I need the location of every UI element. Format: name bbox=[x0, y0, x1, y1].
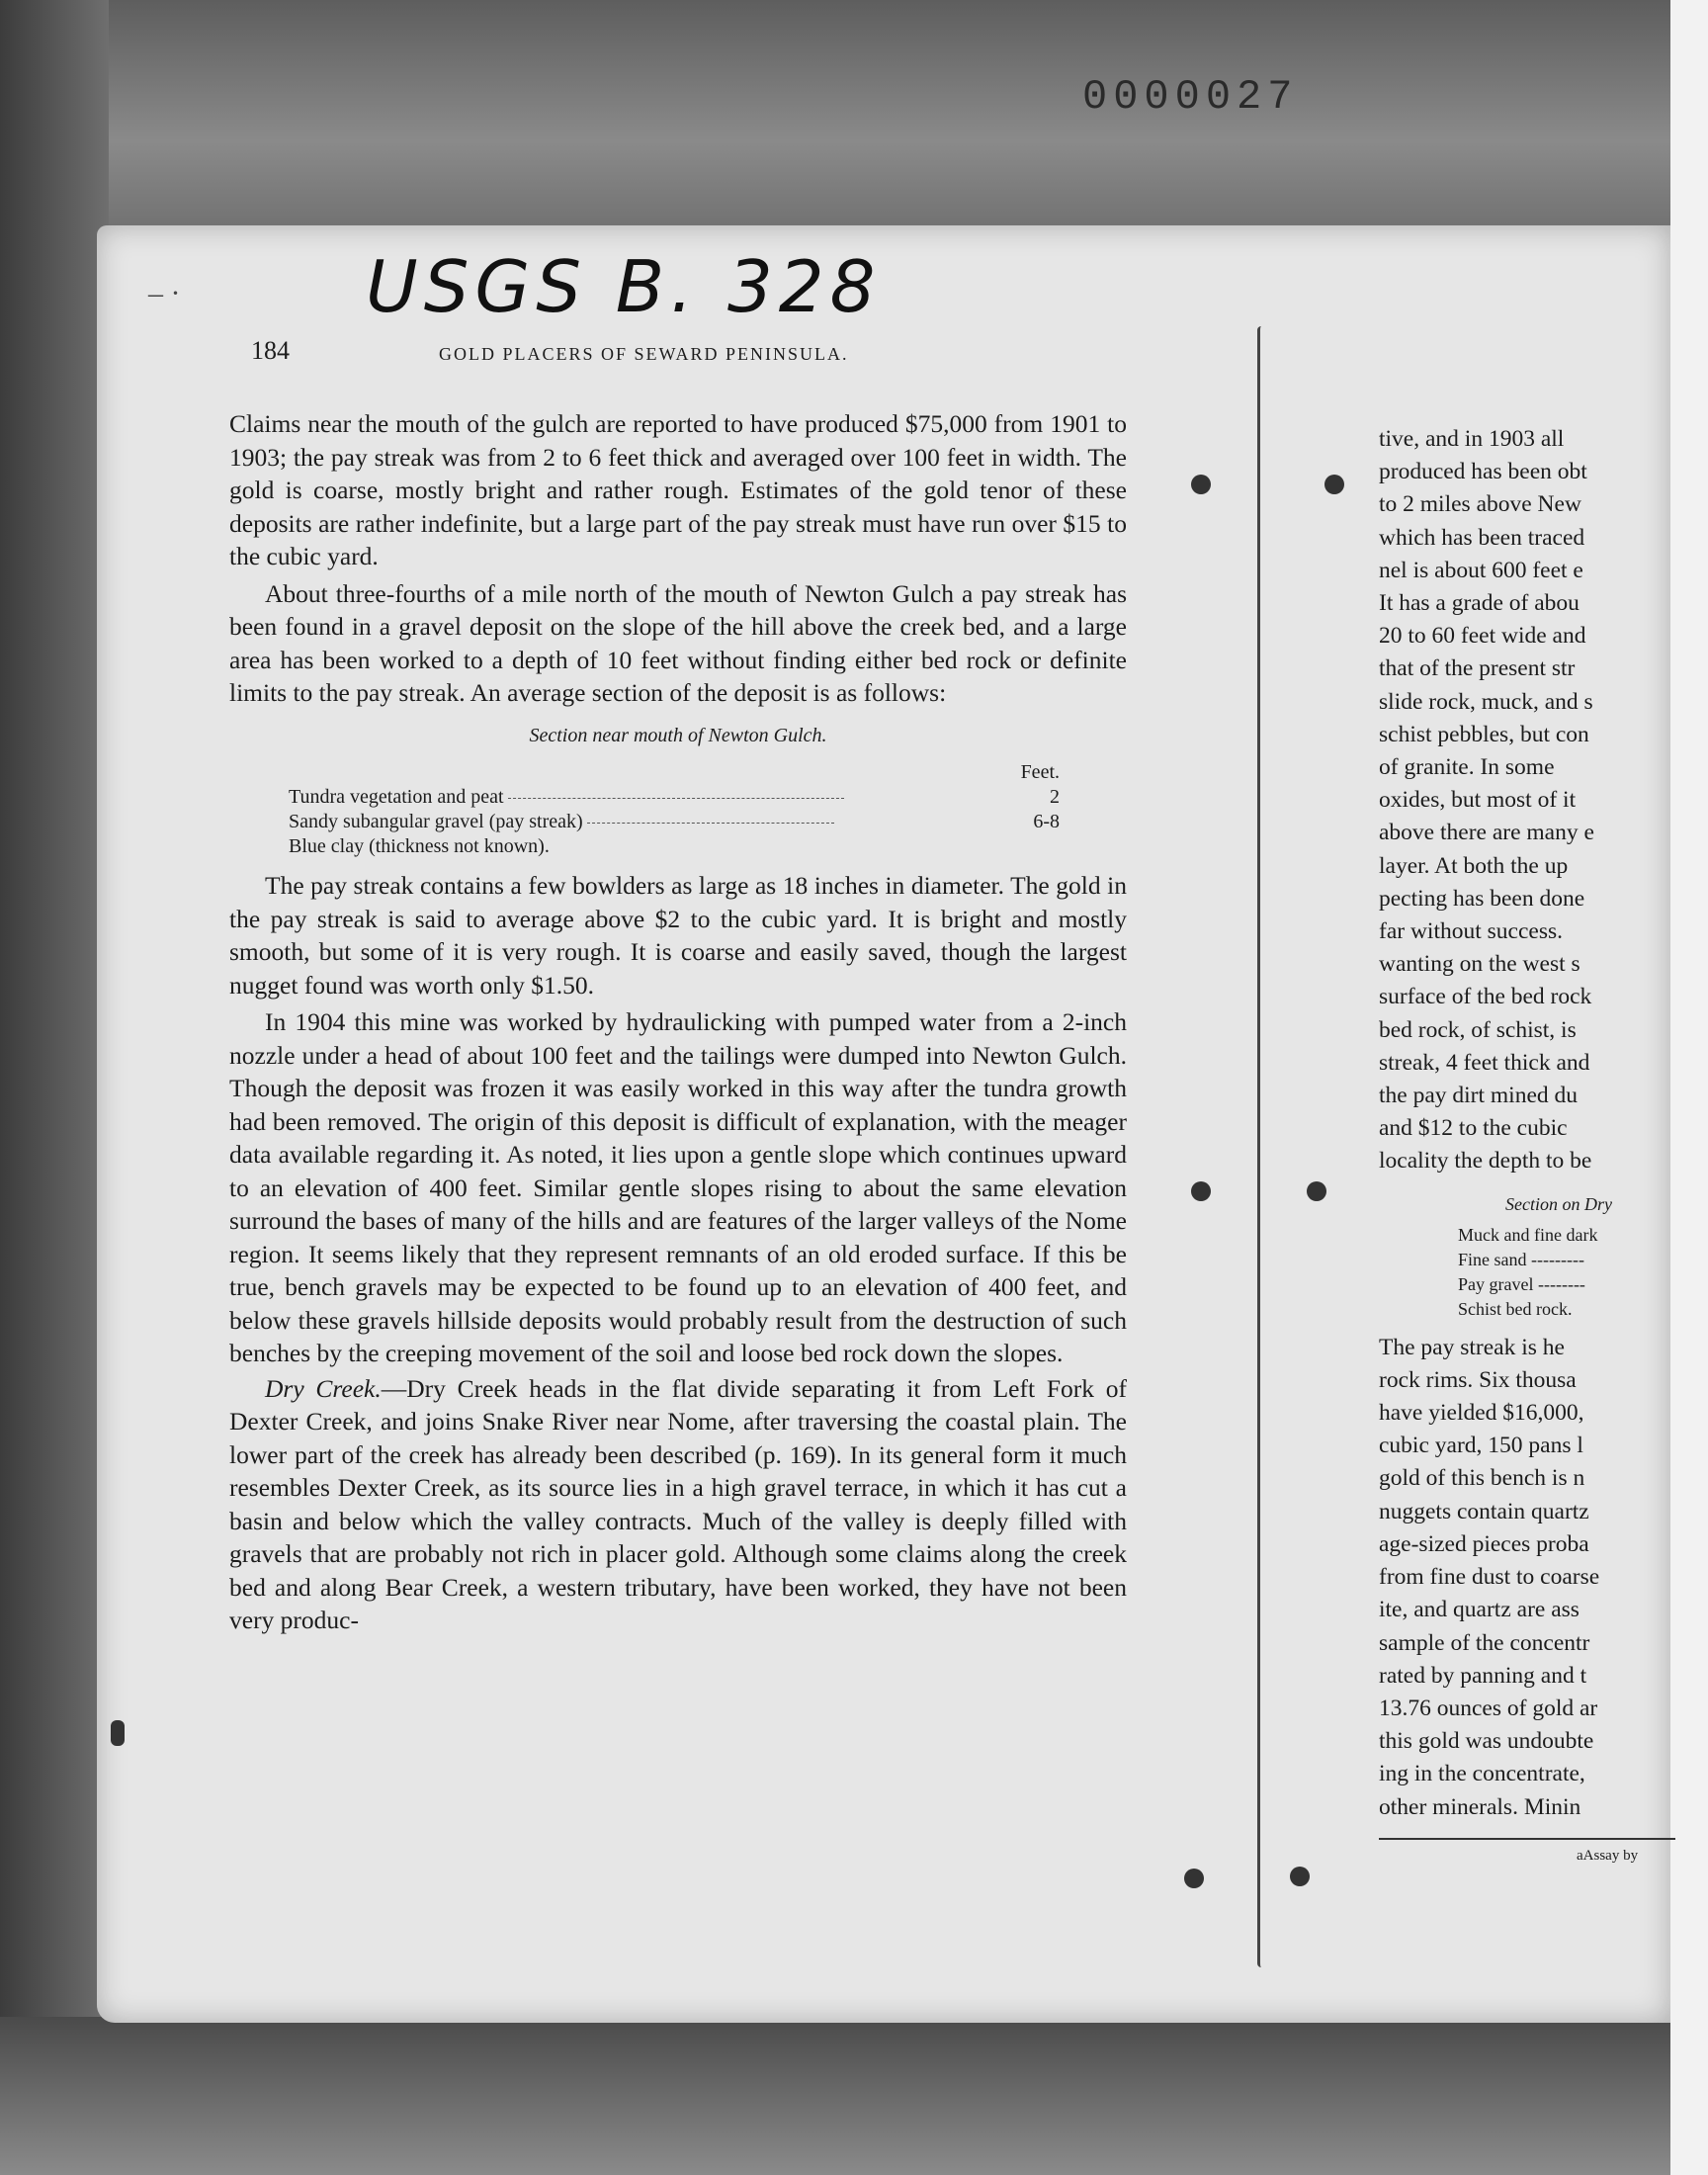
paragraph-dry-creek bbox=[229, 1372, 1127, 1637]
paragraph-1: Claims near the mouth of the gulch are reported to have produced $75,000 from 1901 to 1903; the pay streak was from 2 to 6 feet thick and averaged over 100 feet in width. The gold is coarse, mostly bright and rather rough. Estimates of the gold tenor of these deposits are rather indefinite, but a large part of the pay streak must have run over $15 to the cubic yard. bbox=[229, 409, 1127, 570]
right-column-text-top bbox=[1379, 423, 1675, 1178]
scan-stamp-number: 0000027 bbox=[1082, 73, 1299, 121]
right-text-line: streak, 4 feet thick and bbox=[1379, 1049, 1590, 1076]
scan-background-left bbox=[0, 0, 109, 2175]
binding-hole bbox=[1184, 1869, 1204, 1888]
running-head: GOLD PLACERS OF SEWARD PENINSULA. bbox=[439, 344, 849, 364]
right-text-line: which has been traced bbox=[1379, 524, 1585, 551]
right-text-line: oxides, but most of it bbox=[1379, 787, 1577, 814]
binding-hole bbox=[1324, 475, 1344, 494]
footnote-rule bbox=[1379, 1838, 1675, 1840]
section-table bbox=[289, 760, 1060, 859]
right-text-line: surface of the bed rock bbox=[1379, 984, 1592, 1010]
scan-background-bottom bbox=[0, 2017, 1708, 2175]
binding-hole bbox=[1290, 1867, 1310, 1886]
right-column-text-bottom bbox=[1379, 1332, 1675, 1824]
right-text-line: above there are many e bbox=[1379, 820, 1594, 846]
page-number: 184 bbox=[251, 336, 290, 365]
right-text-line: gold of this bench is n bbox=[1379, 1465, 1585, 1492]
page-binding-line bbox=[1257, 326, 1268, 1967]
right-text-line: bed rock, of schist, is bbox=[1379, 1016, 1577, 1043]
right-text-line: locality the depth to be bbox=[1379, 1148, 1592, 1174]
right-section-row: Schist bed rock. bbox=[1458, 1298, 1573, 1319]
right-text-line: from fine dust to coarse bbox=[1379, 1564, 1600, 1591]
binding-hole bbox=[1307, 1181, 1326, 1201]
right-text-line: pecting has been done bbox=[1379, 885, 1585, 912]
right-text-line: nel is about 600 feet e bbox=[1379, 557, 1583, 583]
right-text-line: It has a grade of abou bbox=[1379, 590, 1580, 617]
dry-creek-heading: Dry Creek. bbox=[265, 1373, 382, 1403]
right-text-line: nuggets contain quartz bbox=[1379, 1498, 1589, 1524]
footnote: aAssay by bbox=[1577, 1847, 1639, 1864]
right-text-line: 20 to 60 feet wide and bbox=[1379, 623, 1586, 650]
left-column-text bbox=[229, 407, 1127, 1637]
scan-background-right bbox=[1670, 0, 1708, 2175]
right-text-line: this gold was undoubte bbox=[1379, 1728, 1594, 1755]
right-text-line: cubic yard, 150 pans l bbox=[1379, 1433, 1583, 1459]
right-text-line: layer. At both the up bbox=[1379, 852, 1569, 879]
section-row: Blue clay (thickness not known). bbox=[289, 835, 550, 857]
margin-blot bbox=[111, 1720, 125, 1746]
right-text-line: The pay streak is he bbox=[1379, 1334, 1565, 1360]
section-row: Sandy subangular gravel (pay streak) 6-8 bbox=[289, 811, 1060, 832]
right-section-row: Fine sand --------- bbox=[1458, 1249, 1584, 1269]
right-text-line: that of the present str bbox=[1379, 655, 1576, 682]
paragraph-3: The pay streak contains a few bowlders as large as 18 inches in diameter. The gold in the pay streak is said to average above $2 to the cubic yard. It is bright and mostly smooth, but some of it is very rough. It is coarse and easily saved, though the largest nugget found was worth only $1.50. bbox=[229, 871, 1127, 1000]
right-text-line: other minerals. Minin bbox=[1379, 1793, 1581, 1820]
right-text-line: of granite. In some bbox=[1379, 754, 1555, 781]
right-text-line: slide rock, muck, and s bbox=[1379, 688, 1593, 715]
right-text-line: far without success. bbox=[1379, 918, 1563, 945]
binding-hole bbox=[1191, 1181, 1211, 1201]
right-text-line: rated by panning and t bbox=[1379, 1662, 1587, 1689]
right-text-line: ite, and quartz are ass bbox=[1379, 1597, 1580, 1623]
right-text-line: tive, and in 1903 all bbox=[1379, 426, 1565, 452]
right-text-line: have yielded $16,000, bbox=[1379, 1400, 1584, 1427]
right-section-row: Pay gravel -------- bbox=[1458, 1273, 1585, 1294]
right-text-line: ing in the concentrate, bbox=[1379, 1761, 1585, 1787]
right-text-line: rock rims. Six thousa bbox=[1379, 1366, 1577, 1393]
page-header bbox=[251, 336, 1121, 376]
right-section-table bbox=[1458, 1223, 1675, 1322]
right-text-line: age-sized pieces proba bbox=[1379, 1530, 1589, 1557]
right-text-line: to 2 miles above New bbox=[1379, 491, 1581, 518]
right-section-row: Muck and fine dark bbox=[1458, 1224, 1598, 1245]
right-text-line: schist pebbles, but con bbox=[1379, 721, 1589, 747]
right-text-line: sample of the concentr bbox=[1379, 1629, 1590, 1656]
right-text-line: 13.76 ounces of gold ar bbox=[1379, 1695, 1598, 1721]
right-text-line: wanting on the west s bbox=[1379, 951, 1580, 978]
paragraph-2: About three-fourths of a mile north of the mouth of Newton Gulch a pay streak has been found in a gravel deposit on the slope of the hill above the creek bed, and a large area has been worked to a depth of 10 feet without finding either bed rock or definite limits to the pay streak. An average section of the deposit is as follows: bbox=[229, 578, 1127, 707]
right-text-line: produced has been obt bbox=[1379, 459, 1587, 485]
right-column bbox=[1379, 423, 1675, 1865]
dry-creek-text: —Dry Creek heads in the flat divide separating it from Left Fork of Dexter Creek, and joins Snake River near Nome, after traversing the coastal plain. The lower part of the creek has already been described (p. 169). In its general form it much resembles Dexter Creek, as its source lies in a high gravel terrace, in which it has cut a basin and below which the valley contracts. Much of the valley is deeply filled with gravels that are probably not rich in placer gold. Although some claims along the creek bed and along Bear Creek, a western tributary, have been worked, they have not been very produc- bbox=[229, 1373, 1127, 1634]
right-section-title: Section on Dry bbox=[1505, 1193, 1612, 1214]
right-text-line: and $12 to the cubic bbox=[1379, 1115, 1568, 1142]
section-unit-header: Feet. bbox=[1020, 761, 1060, 783]
handwritten-label: USGS B. 328 bbox=[366, 245, 882, 328]
paragraph-4: In 1904 this mine was worked by hydraulicking with pumped water from a 2-inch nozzle under a head of about 100 feet and the tailings were dumped into Newton Gulch. Though the deposit was frozen it was easily worked in this way after the tundra growth had been removed. The origin of this deposit is difficult of explanation, with the meager data available regarding it. As noted, it lies upon a gentle slope which continues upward to an elevation of 400 feet. Similar gentle slopes rising to about the same elevation surround the bases of many of the hills and are features of the larger valleys of the Nome region. It seems likely that they represent remnants of an old eroded surface. If this be true, bench gravels may be expected to be found up to an elevation of 400 feet, and below these gravels hillside deposits would probably result from the destruction of such benches by the creeping movement of the soil and loose bed rock down the slopes. bbox=[229, 1007, 1127, 1367]
scan-background-top bbox=[0, 0, 1708, 257]
right-text-line: the pay dirt mined du bbox=[1379, 1083, 1579, 1109]
section-row: Tundra vegetation and peat 2 bbox=[289, 786, 1060, 808]
binding-hole bbox=[1191, 475, 1211, 494]
section-title: Section near mouth of Newton Gulch. bbox=[529, 724, 827, 746]
margin-mark: – · bbox=[148, 277, 181, 309]
